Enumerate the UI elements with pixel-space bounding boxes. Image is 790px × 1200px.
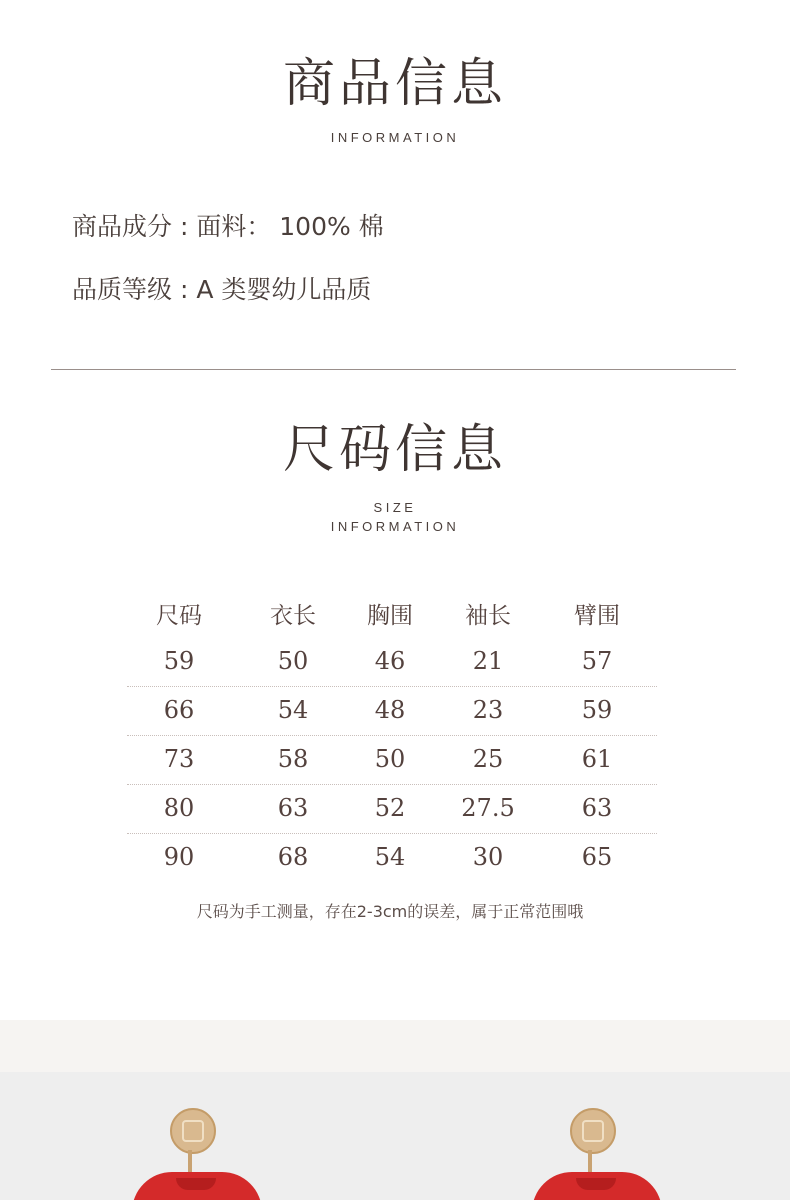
table-cell: 30 [472,843,504,871]
section-divider [51,369,736,370]
header-length: 衣长 [270,603,316,629]
hanger-hook-icon [570,1108,616,1154]
table-cell: 66 [163,696,195,724]
table-cell: 54 [277,696,309,724]
hanger-icon [522,1072,662,1200]
table-cell: 52 [374,794,406,822]
table-cell: 80 [163,794,195,822]
header-size: 尺码 [156,603,202,629]
table-cell: 50 [374,745,406,773]
table-cell: 48 [374,696,406,724]
table-row [127,785,657,834]
table-cell: 25 [472,745,504,773]
table-cell: 57 [581,647,613,675]
product-info-title: 商品信息 [282,54,507,114]
table-cell: 59 [581,696,613,724]
table-row [127,736,657,785]
table-cell: 23 [472,696,504,724]
table-cell: 59 [163,647,195,675]
section-separator-band [0,1020,790,1072]
hanger-icon [122,1072,262,1200]
table-row [127,638,657,687]
size-info-subtitle-line1: SIZE [373,500,417,515]
table-cell: 50 [277,647,309,675]
table-cell: 73 [163,745,195,773]
product-photo-area [0,1072,790,1200]
size-info-subtitle-line2: INFORMATION [330,519,460,534]
table-cell: 61 [581,745,613,773]
header-sleeve: 袖长 [465,603,511,629]
table-cell: 21 [472,647,504,675]
size-table [127,598,657,882]
table-cell: 68 [277,843,309,871]
header-arm: 臂围 [574,603,620,629]
size-table-header [127,598,657,638]
product-info-subtitle-text: INFORMATION [330,130,460,145]
header-chest: 胸围 [367,603,413,629]
product-info-subtitle [0,128,790,147]
table-row [127,687,657,736]
size-info-title: 尺码信息 [282,420,507,480]
table-cell: 90 [163,843,195,871]
hanger-hook-icon [170,1108,216,1154]
table-cell: 63 [277,794,309,822]
table-cell: 54 [374,843,406,871]
composition-line: 商品成分 : 面料： 100% 棉 [72,212,384,241]
size-measurement-note: 尺码为手工测量，存在2-3cm的误差，属于正常范围哦 [196,902,584,921]
red-garment-image [532,1172,662,1200]
table-cell: 65 [581,843,613,871]
table-cell: 58 [277,745,309,773]
quality-grade-line: 品质等级 : A 类婴幼儿品质 [72,275,372,304]
table-cell: 27.5 [461,794,515,822]
size-info-subtitle [0,498,790,536]
table-cell: 46 [374,647,406,675]
table-row [127,834,657,882]
table-cell: 63 [581,794,613,822]
red-garment-image [132,1172,262,1200]
